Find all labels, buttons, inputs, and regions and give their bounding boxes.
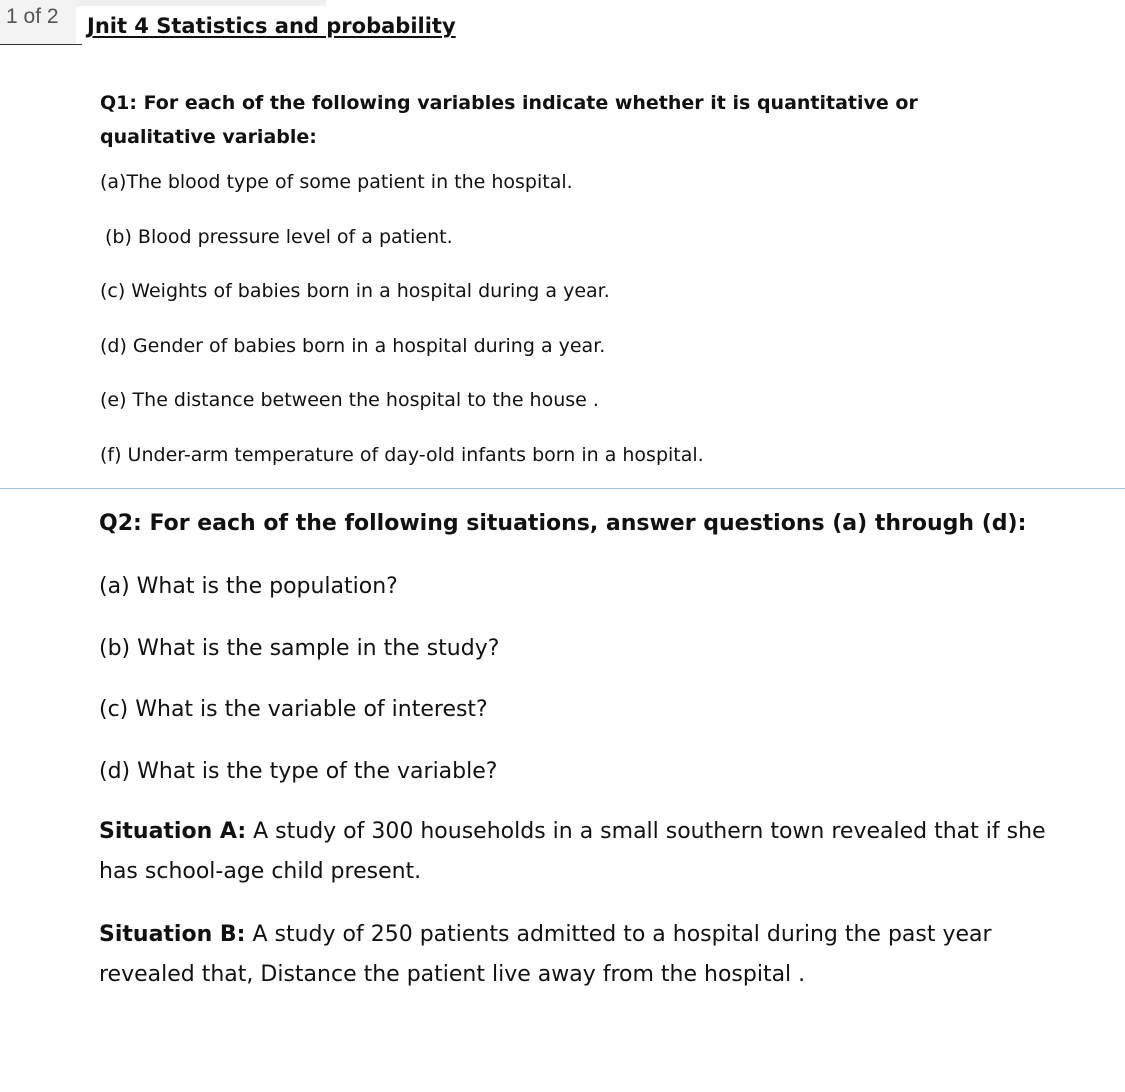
question-2-list bbox=[99, 572, 499, 818]
page-break-divider bbox=[0, 488, 1125, 489]
situation-a-text: A study of 300 households in a small southern town revealed that if she has school-age child present. bbox=[99, 819, 1046, 884]
document-title: Jnit 4 Statistics and probability bbox=[87, 14, 456, 38]
question-2-item-a: (a) What is the population? bbox=[99, 574, 398, 599]
question-2-item-c: (c) What is the variable of interest? bbox=[99, 697, 488, 722]
top-strip bbox=[76, 0, 326, 6]
question-2-item-b: (b) What is the sample in the study? bbox=[99, 635, 500, 661]
question-1-item-d: (d) Gender of babies born in a hospital during a year. bbox=[100, 334, 606, 357]
question-1 bbox=[100, 86, 930, 497]
question-1-item-f: (f) Under-arm temperature of day-old infants born in a hospital. bbox=[100, 443, 704, 466]
title-divider bbox=[0, 44, 82, 45]
situation-b-text: A study of 250 patients admitted to a hospital during the past year revealed that, Distance the patient live away from the hospital . bbox=[99, 922, 992, 987]
situation-a-label: Situation A: bbox=[99, 819, 247, 844]
page-indicator: 1 of 2 bbox=[0, 0, 76, 44]
situation-b bbox=[99, 915, 1079, 995]
question-1-item-e: (e) The distance between the hospital to the house . bbox=[100, 389, 599, 411]
question-1-item-c: (c) Weights of babies born in a hospital during a year. bbox=[100, 280, 610, 302]
question-2-item-d: (d) What is the type of the variable? bbox=[99, 758, 498, 784]
situation-b-label: Situation B: bbox=[99, 922, 246, 947]
question-1-item-a: (a)The blood type of some patient in the hospital. bbox=[100, 171, 573, 193]
question-2-heading: Q2: For each of the following situations, answer questions (a) through (d): bbox=[99, 511, 1027, 536]
question-1-item-b: (b) Blood pressure level of a patient. bbox=[105, 225, 453, 248]
question-1-heading: Q1: For each of the following variables indicate whether it is quantitative or qualitative variable: bbox=[100, 92, 918, 148]
situation-a bbox=[99, 812, 1079, 892]
